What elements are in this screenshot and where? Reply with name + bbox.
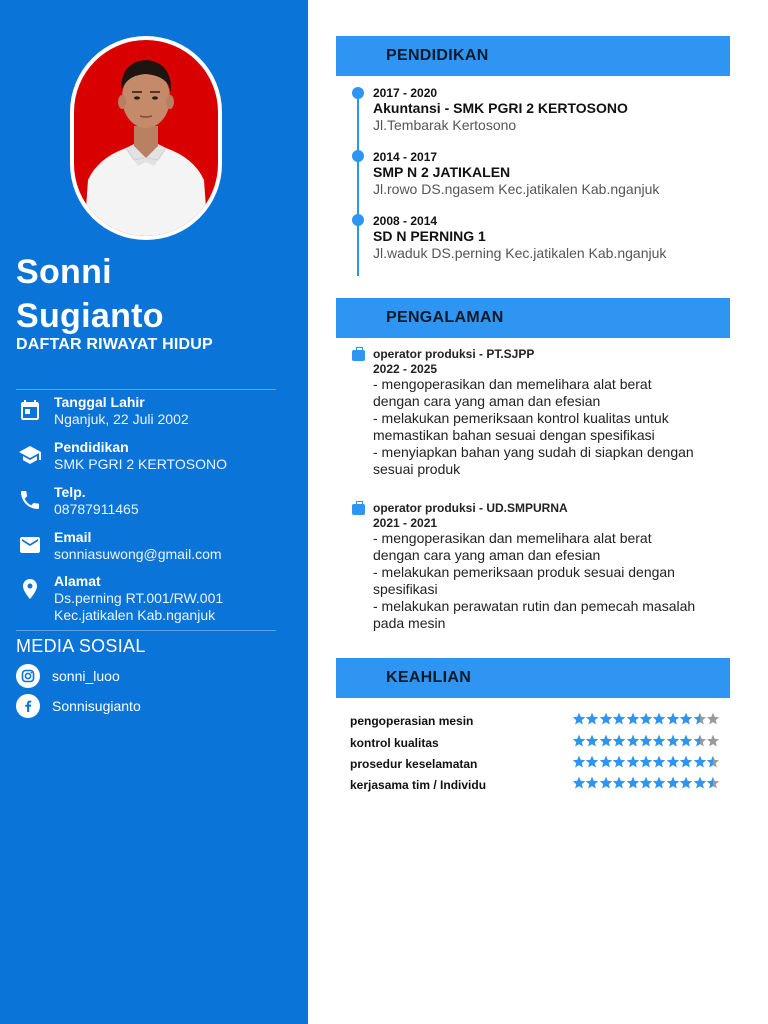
skill-rating bbox=[572, 776, 719, 792]
education-entry bbox=[373, 214, 733, 262]
education-school: SD N PERNING 1 bbox=[373, 228, 486, 244]
email-icon bbox=[18, 533, 42, 557]
star-icon bbox=[693, 712, 706, 726]
star-icon bbox=[599, 776, 612, 790]
star-icon bbox=[706, 755, 719, 769]
star-icon bbox=[599, 755, 612, 769]
experience-task: dengan cara yang aman dan efesian bbox=[373, 547, 601, 563]
social-handle: Sonnisugianto bbox=[52, 698, 141, 714]
star-icon bbox=[572, 734, 585, 748]
experience-entry bbox=[373, 347, 733, 478]
star-icon bbox=[572, 712, 585, 726]
section-header-experience bbox=[336, 298, 730, 338]
skill-name: prosedur keselamatan bbox=[350, 757, 478, 771]
experience-years: 2021 - 2021 bbox=[373, 516, 438, 530]
skill-rating bbox=[572, 712, 719, 728]
star-icon bbox=[612, 776, 625, 790]
person-name bbox=[16, 250, 164, 338]
skill-row bbox=[350, 712, 730, 730]
star-icon bbox=[679, 755, 692, 769]
social-handle: sonni_luoo bbox=[52, 668, 120, 684]
experience-task: memastikan bahan sesuai dengan spesifikasi bbox=[373, 427, 655, 443]
experience-task: - menyiapkan bahan yang sudah di siapkan dengan bbox=[373, 444, 694, 460]
info-value: Ds.perning RT.001/RW.001 bbox=[54, 590, 224, 606]
star-icon bbox=[693, 755, 706, 769]
star-icon bbox=[706, 776, 719, 790]
star-icon bbox=[693, 734, 706, 748]
education-years: 2014 - 2017 bbox=[373, 150, 438, 164]
section-header-education bbox=[336, 36, 730, 76]
star-icon bbox=[679, 776, 692, 790]
star-icon bbox=[626, 734, 639, 748]
skill-row bbox=[350, 776, 730, 794]
info-value: 08787911465 bbox=[54, 501, 139, 517]
education-address: Jl.Tembarak Kertosono bbox=[373, 117, 517, 133]
education-address: Jl.waduk DS.perning Kec.jatikalen Kab.nganjuk bbox=[373, 245, 667, 261]
star-icon bbox=[652, 776, 665, 790]
briefcase-icon bbox=[352, 504, 365, 515]
star-icon bbox=[585, 712, 598, 726]
skill-rating bbox=[572, 755, 719, 771]
experience-task: - mengoperasikan dan memelihara alat berat bbox=[373, 530, 652, 546]
timeline-dot bbox=[352, 150, 364, 162]
experience-task: dengan cara yang aman dan efesian bbox=[373, 393, 601, 409]
experience-role: operator produksi - UD.SMPURNA bbox=[373, 501, 568, 515]
section-header-skills bbox=[336, 658, 730, 698]
star-icon bbox=[612, 712, 625, 726]
info-label: Pendidikan bbox=[54, 439, 129, 455]
phone-icon bbox=[18, 488, 42, 512]
divider bbox=[16, 389, 276, 390]
experience-task: sesuai produk bbox=[373, 461, 461, 477]
star-icon bbox=[612, 734, 625, 748]
skill-name: pengoperasian mesin bbox=[350, 714, 474, 728]
info-value: sonniasuwong@gmail.com bbox=[54, 546, 222, 562]
info-label: Tanggal Lahir bbox=[54, 394, 145, 410]
experience-role: operator produksi - PT.SJPP bbox=[373, 347, 535, 361]
skill-name: kerjasama tim / Individu bbox=[350, 778, 487, 792]
star-icon bbox=[666, 755, 679, 769]
section-title: KEAHLIAN bbox=[386, 669, 472, 686]
skill-row bbox=[350, 734, 730, 752]
star-icon bbox=[612, 755, 625, 769]
star-icon bbox=[585, 776, 598, 790]
profile-photo-frame bbox=[70, 36, 222, 240]
star-icon bbox=[666, 734, 679, 748]
star-icon bbox=[626, 755, 639, 769]
star-icon bbox=[599, 712, 612, 726]
experience-task: - melakukan perawatan rutin dan pemecah masalah bbox=[373, 598, 696, 614]
star-icon bbox=[666, 776, 679, 790]
star-icon bbox=[572, 776, 585, 790]
instagram-icon bbox=[16, 664, 40, 688]
sidebar bbox=[0, 0, 308, 1024]
star-icon bbox=[626, 776, 639, 790]
calendar-icon bbox=[18, 398, 42, 422]
star-icon bbox=[639, 776, 652, 790]
facebook-icon bbox=[16, 694, 40, 718]
star-icon bbox=[679, 712, 692, 726]
social-facebook[interactable] bbox=[16, 694, 276, 718]
star-icon bbox=[599, 734, 612, 748]
skill-rating bbox=[572, 734, 719, 750]
briefcase-icon bbox=[352, 350, 365, 361]
experience-task: - mengoperasikan dan memelihara alat berat bbox=[373, 376, 652, 392]
skill-row bbox=[350, 755, 730, 773]
timeline-dot bbox=[352, 214, 364, 226]
info-value: Nganjuk, 22 Juli 2002 bbox=[54, 411, 189, 427]
section-title: PENDIDIKAN bbox=[386, 47, 489, 64]
education-years: 2017 - 2020 bbox=[373, 86, 438, 100]
experience-years: 2022 - 2025 bbox=[373, 362, 438, 376]
first-name: Sonni bbox=[16, 253, 112, 291]
star-icon bbox=[639, 755, 652, 769]
experience-entry bbox=[373, 501, 733, 632]
info-label: Telp. bbox=[54, 484, 86, 500]
social-title: MEDIA SOSIAL bbox=[16, 636, 146, 656]
star-icon bbox=[652, 712, 665, 726]
experience-task: spesifikasi bbox=[373, 581, 438, 597]
star-icon bbox=[585, 734, 598, 748]
star-icon bbox=[639, 712, 652, 726]
skill-name: kontrol kualitas bbox=[350, 736, 439, 750]
social-instagram[interactable] bbox=[16, 664, 276, 688]
experience-task: - melakukan pemeriksaan kontrol kualitas untuk bbox=[373, 410, 669, 426]
experience-task: - melakukan pemeriksaan produk sesuai dengan bbox=[373, 564, 675, 580]
education-school: Akuntansi - SMK PGRI 2 KERTOSONO bbox=[373, 100, 628, 116]
last-name: Sugianto bbox=[16, 297, 164, 335]
star-icon bbox=[693, 776, 706, 790]
profile-photo bbox=[74, 40, 218, 236]
timeline-dot bbox=[352, 87, 364, 99]
document-subtitle: DAFTAR RIWAYAT HIDUP bbox=[16, 336, 213, 353]
education-years: 2008 - 2014 bbox=[373, 214, 438, 228]
star-icon bbox=[666, 712, 679, 726]
info-value: SMK PGRI 2 KERTOSONO bbox=[54, 456, 227, 472]
education-timeline bbox=[357, 92, 359, 276]
graduation-cap-icon bbox=[18, 443, 42, 467]
info-value: Kec.jatikalen Kab.nganjuk bbox=[54, 607, 216, 623]
education-entry bbox=[373, 86, 733, 134]
divider bbox=[16, 630, 276, 631]
star-icon bbox=[652, 755, 665, 769]
star-icon bbox=[639, 734, 652, 748]
location-pin-icon bbox=[18, 577, 42, 601]
star-icon bbox=[706, 712, 719, 726]
star-icon bbox=[572, 755, 585, 769]
star-icon bbox=[626, 712, 639, 726]
star-icon bbox=[652, 734, 665, 748]
star-icon bbox=[706, 734, 719, 748]
education-entry bbox=[373, 150, 733, 198]
education-address: Jl.rowo DS.ngasem Kec.jatikalen Kab.nganjuk bbox=[373, 181, 660, 197]
star-icon bbox=[585, 755, 598, 769]
info-label: Email bbox=[54, 529, 92, 545]
info-label: Alamat bbox=[54, 573, 101, 589]
education-school: SMP N 2 JATIKALEN bbox=[373, 164, 511, 180]
experience-task: pada mesin bbox=[373, 615, 446, 631]
section-title: PENGALAMAN bbox=[386, 309, 504, 326]
star-icon bbox=[679, 734, 692, 748]
